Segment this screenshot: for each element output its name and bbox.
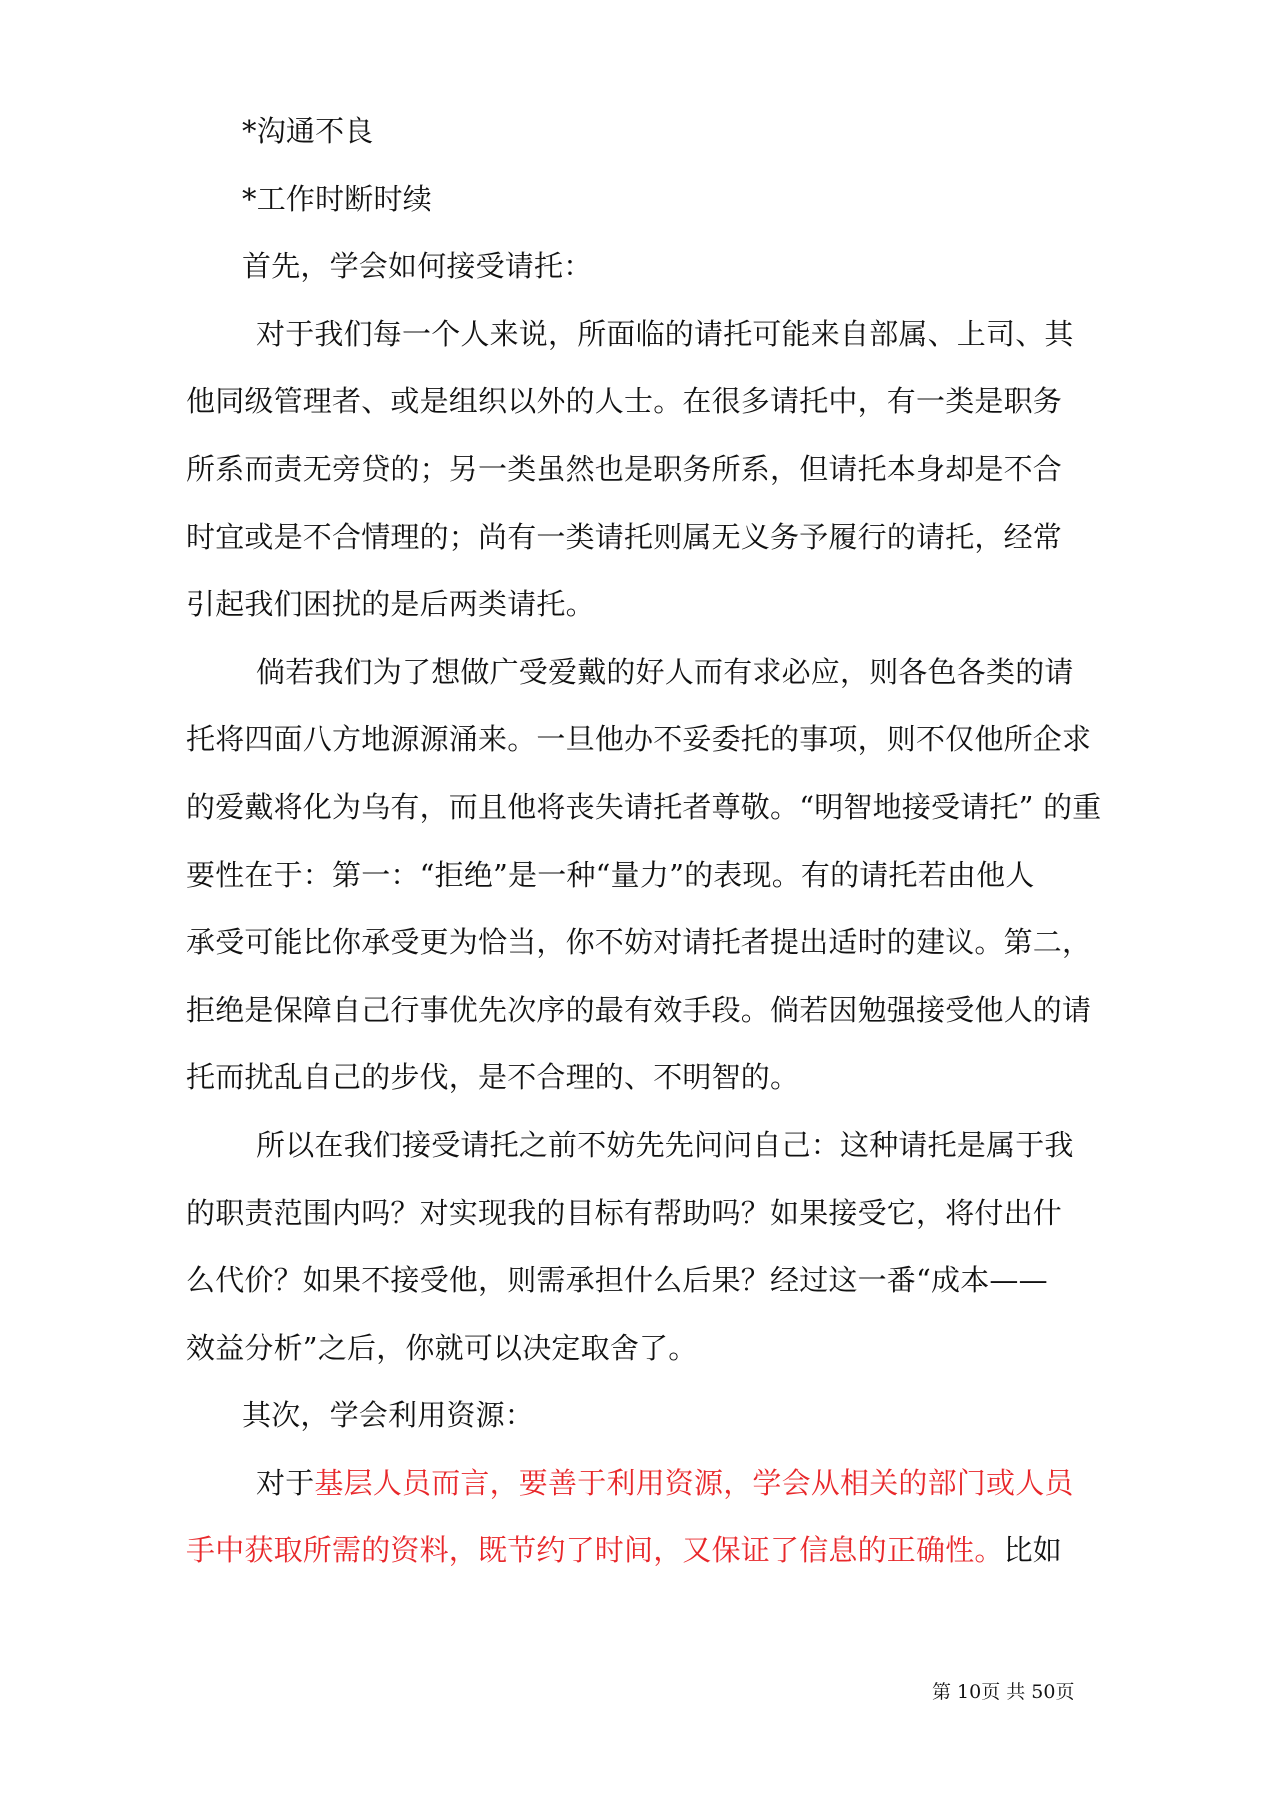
text-segment: 首先，学会如何接受请托： <box>242 249 593 284</box>
text-line <box>186 1517 1121 1585</box>
text-line <box>186 301 1121 369</box>
text-segment: 效益分析”之后，你就可以决定取舍了。 <box>186 1330 698 1365</box>
text-line <box>186 1450 1121 1518</box>
text-line <box>186 774 1121 842</box>
text-segment: 比如 <box>1003 1533 1063 1568</box>
text-line <box>186 1382 1121 1450</box>
text-line <box>186 98 1121 166</box>
text-line <box>186 233 1121 301</box>
text-segment: 倘若我们为了想做广受爱戴的好人而有求必应，则各色各类的请 <box>256 654 1074 689</box>
text-line <box>186 166 1121 234</box>
text-line <box>186 1044 1121 1112</box>
text-segment: 所以在我们接受请托之前不妨先先问问自己：这种请托是属于我 <box>256 1127 1074 1162</box>
text-line <box>186 842 1121 910</box>
text-segment: 托将四面八方地源源涌来。一旦他办不妥委托的事项，则不仅他所企求 <box>186 722 1092 757</box>
text-line <box>186 639 1121 707</box>
text-segment: 拒绝是保障自己行事优先次序的最有效手段。倘若因勉强接受他人的请 <box>186 992 1092 1027</box>
text-segment: 对于 <box>256 1465 315 1500</box>
text-segment: 的职责范围内吗？对实现我的目标有帮助吗？如果接受它，将付出什 <box>186 1195 1063 1230</box>
text-line <box>186 909 1121 977</box>
text-line <box>186 571 1121 639</box>
text-segment: 么代价？如果不接受他，则需承担什么后果？经过这一番“成本—— <box>186 1263 1048 1298</box>
page-footer: 第 10页 共 50页 <box>932 1681 1075 1703</box>
highlighted-text: 手中获取所需的资料，既节约了时间，又保证了信息的正确性。 <box>186 1533 1004 1568</box>
text-line <box>186 1315 1121 1383</box>
text-line <box>186 368 1121 436</box>
text-segment: 其次，学会利用资源： <box>242 1398 535 1433</box>
text-segment: 的爱戴将化为乌有，而且他将丧失请托者尊敬。“明智地接受请托” 的重 <box>186 789 1102 824</box>
text-segment: 他同级管理者、或是组织以外的人士。在很多请托中，有一类是职务 <box>186 384 1063 419</box>
text-segment: 对于我们每一个人来说，所面临的请托可能来自部属、上司、其 <box>256 316 1074 351</box>
text-segment: 时宜或是不合情理的；尚有一类请托则属无义务予履行的请托，经常 <box>186 519 1063 554</box>
text-line <box>186 1180 1121 1248</box>
document-body <box>186 98 1121 1585</box>
text-line <box>186 1247 1121 1315</box>
text-line <box>186 977 1121 1045</box>
text-segment: 引起我们困扰的是后两类请托。 <box>186 587 595 622</box>
text-segment: 托而扰乱自己的步伐，是不合理的、不明智的。 <box>186 1060 800 1095</box>
text-line <box>186 436 1121 504</box>
text-segment: 所系而责无旁贷的；另一类虽然也是职务所系，但请托本身却是不合 <box>186 451 1063 486</box>
text-line <box>186 706 1121 774</box>
text-segment: 承受可能比你承受更为恰当，你不妨对请托者提出适时的建议。第二， <box>186 925 1092 960</box>
text-segment: 要性在于：第一：“拒绝”是一种“量力”的表现。有的请托若由他人 <box>186 857 1035 892</box>
text-line <box>186 1112 1121 1180</box>
text-segment: *工作时断时续 <box>242 181 432 216</box>
text-line <box>186 504 1121 572</box>
text-segment: *沟通不良 <box>242 114 374 148</box>
highlighted-text: 基层人员而言，要善于利用资源，学会从相关的部门或人员 <box>314 1465 1074 1500</box>
